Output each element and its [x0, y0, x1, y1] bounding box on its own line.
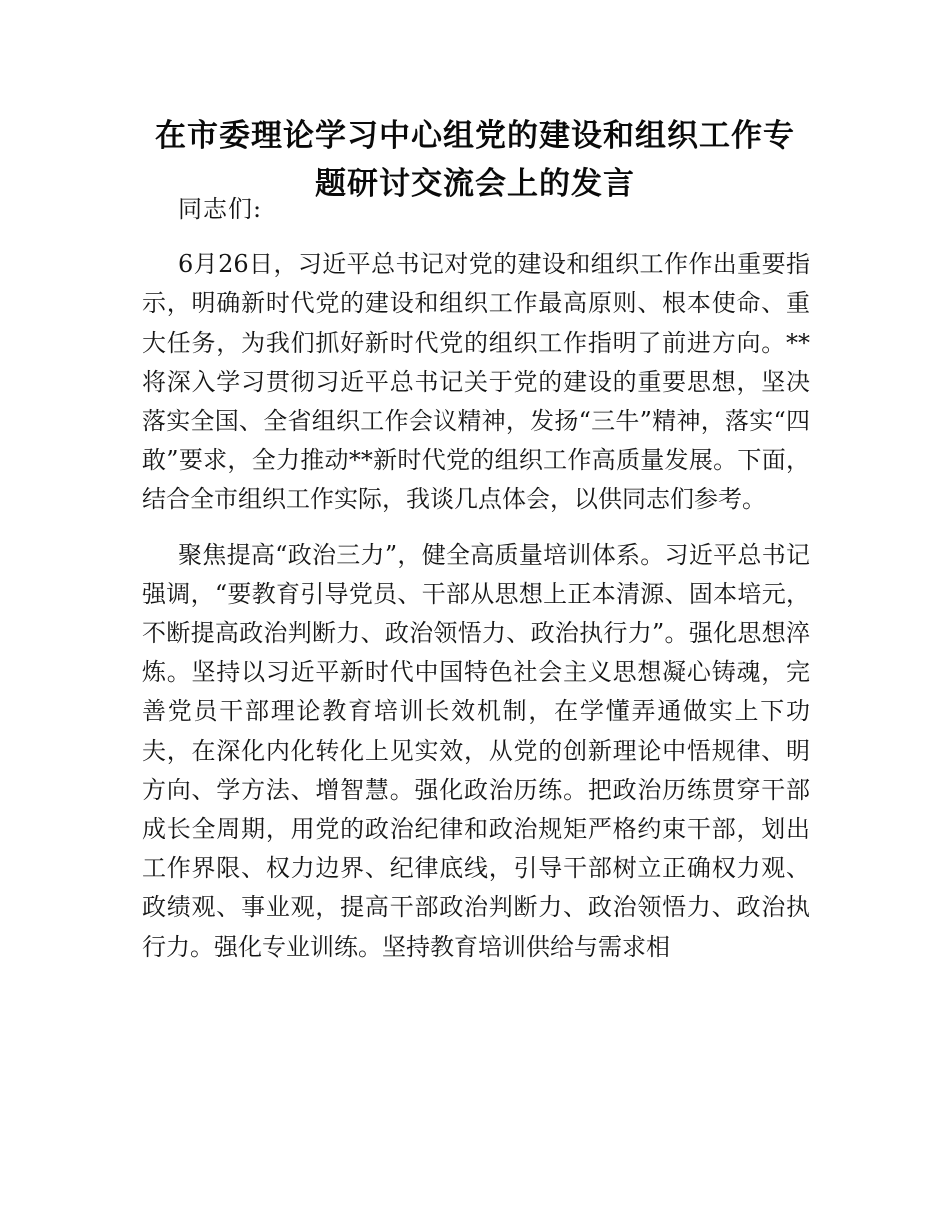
paragraph-political-training: 聚焦提高“政治三力”，健全高质量培训体系。习近平总书记强调，“要教育引导党员、干部从思想上正本清源、固本培元，不断提高政治判断力、政治领悟力、政治执行力”。强化思想淬炼。坚持以习近平新时代中国特色社会主义思想凝心铸魂，完善党员干部理论教育培训长效机制，在学懂弄通做实上下功夫，在深化内化转化上见实效，从党的创新理论中悟规律、明方向、学方法、增智慧。强化政治历练。把政治历练贯穿干部成长全周期，用党的政治纪律和政治规矩严格约束干部，划出工作界限、权力边界、纪律底线，引导干部树立正确权力观、政绩观、事业观，提高干部政治判断力、政治领悟力、政治执行力。强化专业训练。坚持教育培训供给与需求相 — [142, 540, 810, 961]
title-line-1: 在市委理论学习中心组党的建设和组织工作专 — [155, 118, 795, 154]
title-line-2: 题研讨交流会上的发言 — [315, 166, 635, 202]
document-body — [142, 190, 810, 983]
greeting: 同志们: — [178, 195, 263, 223]
paragraph-intro: 6月26日，习近平总书记对党的建设和组织工作作出重要指示，明确新时代党的建设和组织工作最高原则、根本使命、重大任务，为我们抓好新时代党的组织工作指明了前进方向。**将深入学习贯彻习近平总书记关于党的建设的重要思想，坚决落实全国、全省组织工作会议精神，发扬“三牛”精神，落实“四敢”要求，全力推动**新时代党的组织工作高质量发展。下面，结合全市组织工作实际，我谈几点体会，以供同志们参考。 — [142, 250, 810, 514]
